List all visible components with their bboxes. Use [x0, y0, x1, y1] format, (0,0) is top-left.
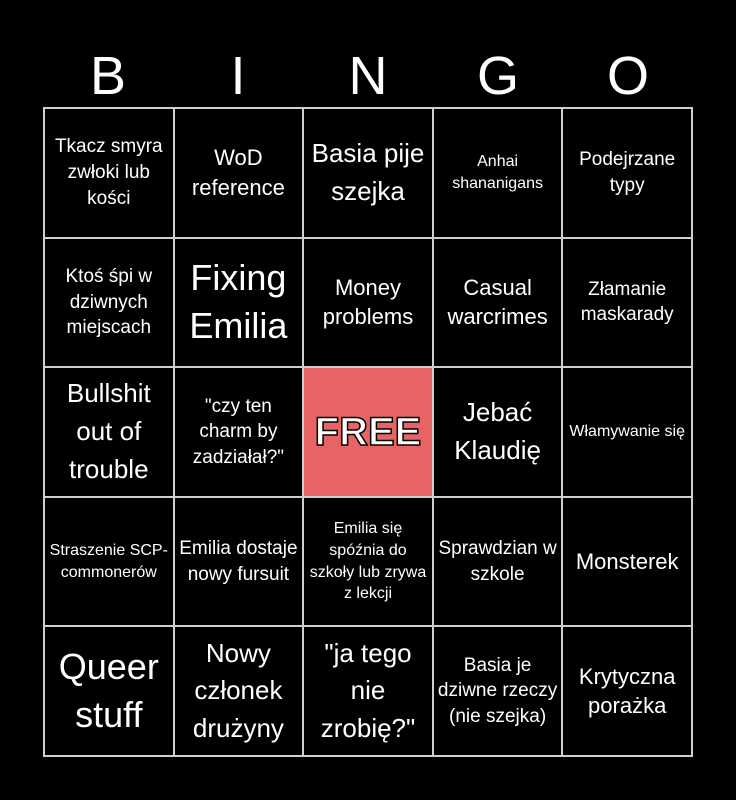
bingo-cell[interactable]: WoD reference: [174, 108, 304, 238]
bingo-cell[interactable]: Money problems: [303, 238, 433, 368]
free-space[interactable]: FREE: [303, 367, 433, 497]
bingo-cell[interactable]: Tkacz smyra zwłoki lub kości: [44, 108, 174, 238]
header-letter-n: N: [348, 46, 388, 106]
bingo-cell[interactable]: Emilia dostaje nowy fursuit: [174, 497, 304, 627]
bingo-cell[interactable]: Jebać Klaudię: [433, 367, 563, 497]
bingo-cell[interactable]: Basia pije szejka: [303, 108, 433, 238]
header-letter-i: I: [230, 46, 246, 106]
bingo-cell[interactable]: Queer stuff: [44, 626, 174, 756]
header-letter-o: O: [606, 46, 649, 106]
bingo-cell[interactable]: Sprawdzian w szkole: [433, 497, 563, 627]
bingo-cell[interactable]: Nowy członek drużyny: [174, 626, 304, 756]
bingo-cell[interactable]: Fixing Emilia: [174, 238, 304, 368]
header-letter-b: B: [89, 46, 127, 106]
bingo-cell[interactable]: Anhai shananigans: [433, 108, 563, 238]
bingo-grid: [43, 107, 693, 757]
bingo-cell[interactable]: "ja tego nie zrobię?": [303, 626, 433, 756]
bingo-cell[interactable]: Basia je dziwne rzeczy (nie szejka): [433, 626, 563, 756]
bingo-cell[interactable]: Emilia się spóźnia do szkoły lub zrywa z lekcji: [303, 497, 433, 627]
bingo-cell[interactable]: Złamanie maskarady: [562, 238, 692, 368]
bingo-header: [43, 44, 693, 108]
bingo-cell[interactable]: Bullshit out of trouble: [44, 367, 174, 497]
bingo-cell[interactable]: Krytyczna porażka: [562, 626, 692, 756]
bingo-cell[interactable]: Podejrzane typy: [562, 108, 692, 238]
bingo-cell[interactable]: Straszenie SCP-commonerów: [44, 497, 174, 627]
bingo-cell[interactable]: Monsterek: [562, 497, 692, 627]
bingo-cell[interactable]: Włamywanie się: [562, 367, 692, 497]
bingo-cell[interactable]: Casual warcrimes: [433, 238, 563, 368]
bingo-cell[interactable]: "czy ten charm by zadziałał?": [174, 367, 304, 497]
header-letter-g: G: [476, 46, 519, 106]
bingo-cell[interactable]: Ktoś śpi w dziwnych miejscach: [44, 238, 174, 368]
